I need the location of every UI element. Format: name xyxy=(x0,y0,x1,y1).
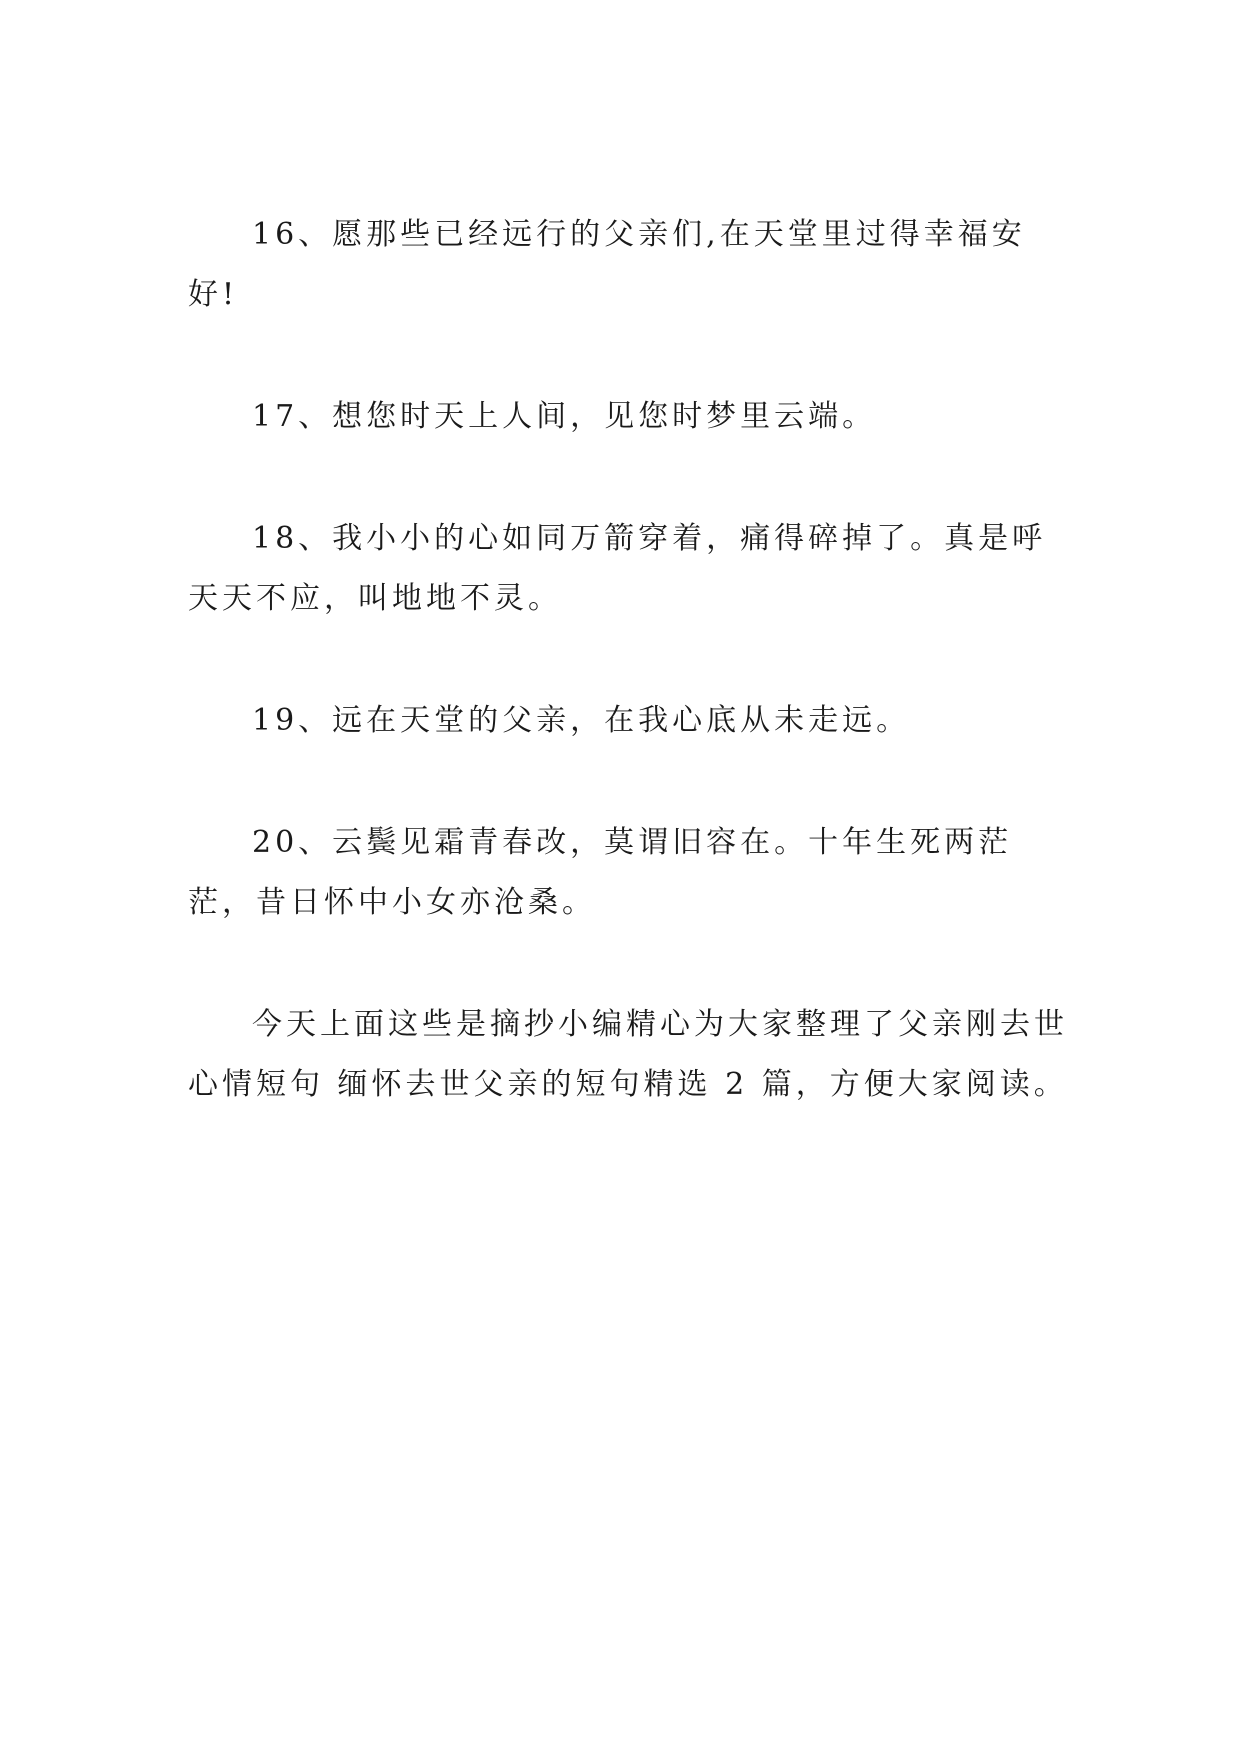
document-body xyxy=(188,205,1068,1177)
paragraph-19: 19、远在天堂的父亲，在我心底从未走远。 xyxy=(252,703,911,738)
paragraph-17: 17、想您时天上人间，见您时梦里云端。 xyxy=(252,399,877,434)
paragraph-16: 16、愿那些已经远行的父亲们,在天堂里过得幸福安好! xyxy=(188,217,1026,312)
paragraph-20: 20、云鬓见霜青春改，莫谓旧容在。十年生死两茫茫，昔日怀中小女亦沧桑。 xyxy=(188,825,1013,920)
closing-paragraph: 今天上面这些是摘抄小编精心为大家整理了父亲刚去世心情短句 缅怀去世父亲的短句精选 2 篇，方便大家阅读。 xyxy=(188,1007,1068,1102)
paragraph-18: 18、我小小的心如同万箭穿着，痛得碎掉了。真是呼天天不应，叫地地不灵。 xyxy=(188,521,1047,616)
